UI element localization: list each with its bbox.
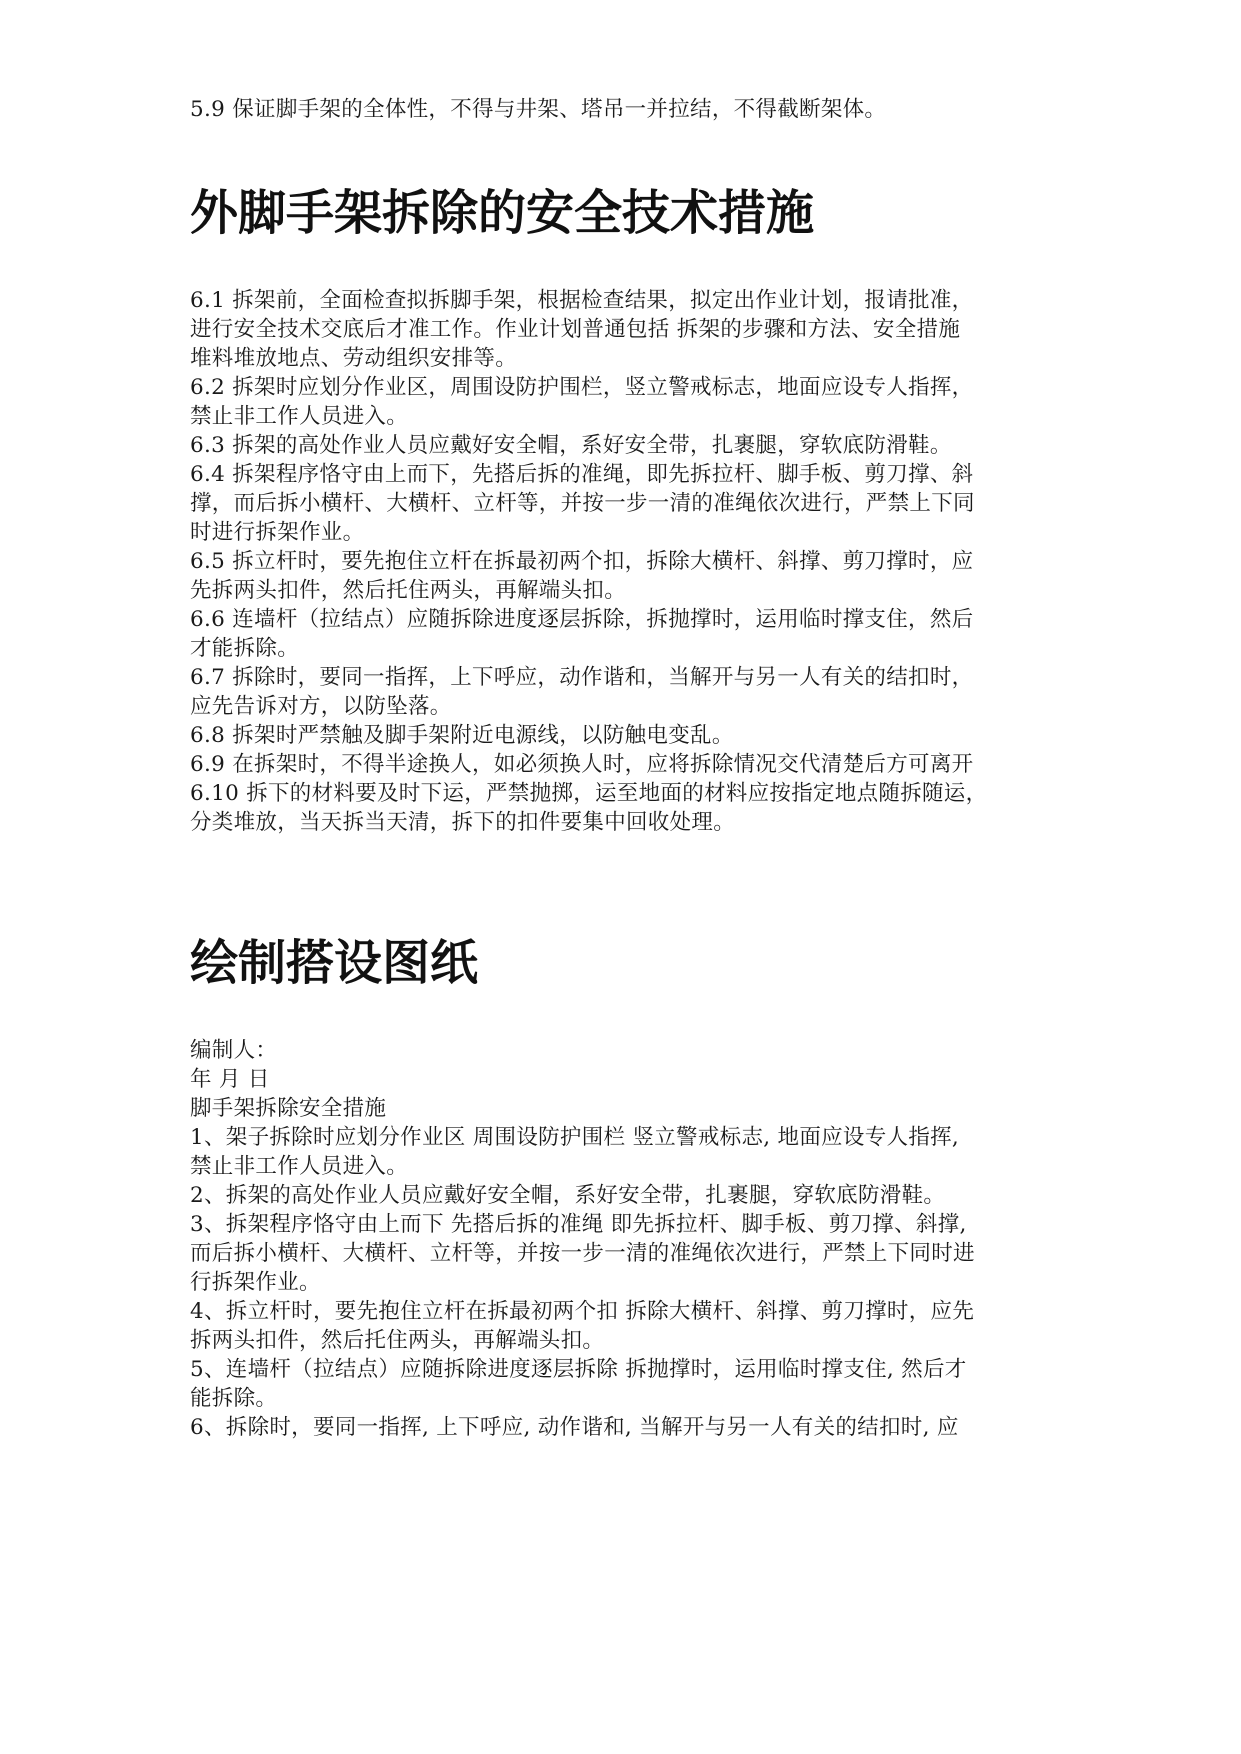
body-line: 5、连墙杆（拉结点）应随拆除进度逐层拆除 拆抛撑时，运用临时撑支住, 然后才 bbox=[190, 1357, 967, 1382]
body-line: 能拆除。 bbox=[190, 1386, 278, 1411]
body-line: 1、架子拆除时应划分作业区 周围设防护围栏 竖立警戒标志, 地面应设专人指挥, bbox=[190, 1125, 960, 1150]
body-line: 撑，而后拆小横杆、大横杆、立杆等，并按一步一清的准绳依次进行，严禁上下同 bbox=[190, 491, 975, 516]
body-line: 时进行拆架作业。 bbox=[190, 520, 365, 545]
body-line: 6.1 拆架前，全面检查拟拆脚手架，根据检查结果，拟定出作业计划，报请批准， bbox=[190, 288, 974, 313]
body-line: 6.10 拆下的材料要及时下运，严禁抛掷，运至地面的材料应按指定地点随拆随运， bbox=[190, 781, 988, 806]
body-line: 6.6 连墙杆（拉结点）应随拆除进度逐层拆除，拆抛撑时，运用临时撑支住，然后 bbox=[190, 607, 974, 632]
body-line: 禁止非工作人员进入。 bbox=[190, 404, 409, 429]
body-line: 6.5 拆立杆时，要先抱住立杆在拆最初两个扣，拆除大横杆、斜撑、剪刀撑时，应 bbox=[190, 549, 974, 574]
body-line: 6.9 在拆架时，不得半途换人，如必须换人时，应将拆除情况交代清楚后方可离开 bbox=[190, 752, 974, 777]
body-line: 4、拆立杆时，要先抱住立杆在拆最初两个扣 拆除大横杆、斜撑、剪刀撑时，应先 bbox=[190, 1299, 975, 1324]
section-heading-drawings: 绘制搭设图纸 bbox=[190, 935, 479, 991]
body-line: 应先告诉对方，以防坠落。 bbox=[190, 694, 452, 719]
body-line: 而后拆小横杆、大横杆、立杆等，并按一步一清的准绳依次进行，严禁上下同时进 bbox=[190, 1241, 975, 1266]
body-line: 分类堆放，当天拆当天清，拆下的扣件要集中回收处理。 bbox=[190, 810, 736, 835]
body-line: 禁止非工作人员进入。 bbox=[190, 1154, 409, 1179]
body-line: 6、拆除时，要同一指挥, 上下呼应, 动作谐和, 当解开与另一人有关的结扣时, 应 bbox=[190, 1415, 959, 1440]
date-label: 年 月 日 bbox=[190, 1067, 270, 1092]
body-line: 6.8 拆架时严禁触及脚手架附近电源线，以防触电变乱。 bbox=[190, 723, 734, 748]
author-label: 编制人： bbox=[190, 1038, 278, 1063]
body-line: 行拆架作业。 bbox=[190, 1270, 321, 1295]
paragraph-5-9: 5.9 保证脚手架的全体性，不得与井架、塔吊一并拉结，不得截断架体。 bbox=[190, 97, 887, 122]
body-line: 先拆两头扣件，然后托住两头，再解端头扣。 bbox=[190, 578, 627, 603]
body-line: 才能拆除。 bbox=[190, 636, 300, 661]
body-line: 6.7 拆除时，要同一指挥，上下呼应，动作谐和，当解开与另一人有关的结扣时， bbox=[190, 665, 974, 690]
body-line: 6.3 拆架的高处作业人员应戴好安全帽，系好安全带，扎裹腿，穿软底防滑鞋。 bbox=[190, 433, 952, 458]
subheading-label: 脚手架拆除安全措施 bbox=[190, 1096, 387, 1121]
body-line: 进行安全技术交底后才准工作。作业计划普通包括 拆架的步骤和方法、安全措施 bbox=[190, 317, 961, 342]
body-line: 6.4 拆架程序恪守由上而下，先搭后拆的准绳，即先拆拉杆、脚手板、剪刀撑、斜 bbox=[190, 462, 974, 487]
body-line: 3、拆架程序恪守由上而下 先搭后拆的准绳 即先拆拉杆、脚手板、剪刀撑、斜撑, bbox=[190, 1212, 967, 1237]
body-line: 2、拆架的高处作业人员应戴好安全帽，系好安全带，扎裹腿，穿软底防滑鞋。 bbox=[190, 1183, 946, 1208]
body-line: 堆料堆放地点、劳动组织安排等。 bbox=[190, 346, 518, 371]
section-heading-dismantling: 外脚手架拆除的安全技术措施 bbox=[190, 185, 815, 241]
body-line: 拆两头扣件，然后托住两头，再解端头扣。 bbox=[190, 1328, 605, 1353]
body-line: 6.2 拆架时应划分作业区，周围设防护围栏，竖立警戒标志，地面应设专人指挥， bbox=[190, 375, 974, 400]
